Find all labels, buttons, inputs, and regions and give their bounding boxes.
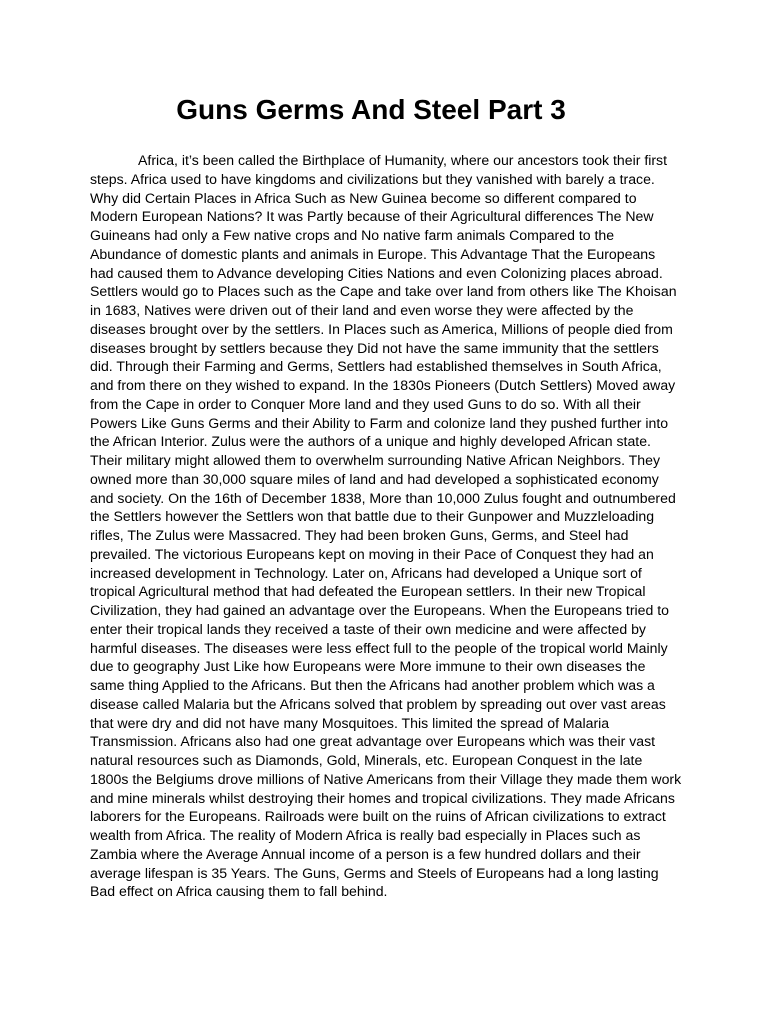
document-title: Guns Germs And Steel Part 3 — [176, 94, 566, 125]
body-paragraph: Africa, it’s been called the Birthplace of Humanity, where our ancestors took their first steps. Africa used to have kingdoms and civilizations but they vanished with barely a trace. Why did Certain Places in Africa Such as New Guinea become so different compared to Modern European Nations? It was Partly because of their Agricultural differences The New Guineans had only a Few native crops and No native farm animals Compared to the Abundance of domestic plants and animals in Europe. This Advantage That the Europeans had caused them to Advance developing Cities Nations and even Colonizing places abroad. Settlers would go to Places such as the Cape and take over land from others like The Khoisan in 1683, Natives were driven out of their land and even worse they were affected by the diseases brought over by the settlers. In Places such as America, Millions of people died from diseases brought by settlers because they Did not have the same immunity that the settlers did. Through their Farming and Germs, Settlers had established themselves in South Africa, and from there on they wished to expand. In the 1830s Pioneers (Dutch Settlers) Moved away from the Cape in order to Conquer More land and they used Guns to do so. With all their Powers Like Guns Germs and their Ability to Farm and colonize land they pushed further into the African Interior. Zulus were the authors of a unique and highly developed African state. Their military might allowed them to overwhelm surrounding Native African Neighbors. They owned more than 30,000 square miles of land and had developed a sophisticated economy and society. On the 16th of December 1838, More than 10,000 Zulus fought and outnumbered the Settlers however the Settlers won that battle due to their Gunpower and Muzzleloading rifles, The Zulus were Massacred. They had been broken Guns, Germs, and Steel had prevailed. The victorious Europeans kept on moving in their Pace of Conquest they had an increased development in Technology. Later on, Africans had developed a Unique sort of tropical Agricultural method that had defeated the European settlers. In their new Tropical Civilization, they had gained an advantage over the Europeans. When the Europeans tried to enter their tropical lands they received a taste of their own medicine and were affected by harmful diseases. The diseases were less effect full to the people of the tropical world Mainly due to geography Just Like how Europeans were More immune to their own diseases the same thing Applied to the Africans. But then the Africans had another problem which was a disease called Malaria but the Africans solved that problem by spreading out over vast areas that were dry and did not have many Mosquitoes. This limited the spread of Malaria Transmission. Africans also had one great advantage over Europeans which was their vast natural resources such as Diamonds, Gold, Minerals, etc. European Conquest in the late 1800s the Belgiums drove millions of Native Americans from their Village they made them work and mine minerals whilst destroying their homes and tropical civilizations. They made Africans laborers for the Europeans. Railroads were built on the ruins of African civilizations to extract wealth from Africa. The reality of Modern Africa is really bad especially in Places such as Zambia where the Average Annual income of a person is a few hundred dollars and their average lifespan is 35 Years. The Guns, Germs and Steels of Europeans had a long lasting Bad effect on Africa causing them to fall behind. — [90, 152, 682, 900]
